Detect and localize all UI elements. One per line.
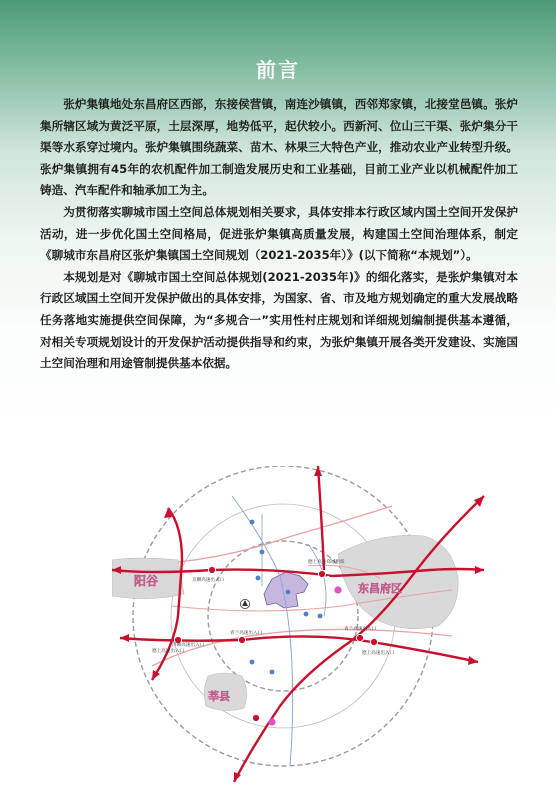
arrow-w-south — [120, 634, 129, 642]
arrow-s — [234, 772, 241, 782]
label-jct-c: 青兰高速出入口 — [344, 627, 377, 632]
label-jct-s: 济聊高速出入口 — [172, 643, 205, 648]
paragraph-1: 张炉集镇地处东昌府区西部，东接侯营镇，南连沙镇镇，西邻郑家镇，北接堂邑镇。张炉集所辖区域为黄泛平原，土层深厚，地势低平，起伏较小。西新河、位山三干渠、张炉集分干渠等水系穿过境内。张炉集镇围绕蔬菜、苗木、林果三大特色产业，推动农业产业转型升级。张炉集镇拥有45年的农机配件加工制造发展历史和工业基础，目前工业产业以机械配件加工铸造、汽车配件和轴承加工为主。 — [40, 97, 518, 198]
city-label-dongchangfu: 东昌府区 — [358, 582, 402, 595]
label-jct-w: 德上高速出入口 — [152, 649, 185, 654]
page-title: 前言 — [256, 58, 300, 82]
intro-text — [40, 94, 518, 375]
paragraph-3: 本规划是对《聊城市国土空间总体规划(2021-2035年)》的细化落实，是张炉集镇对本行政区域国土空间开发保护做出的具体安排，为国家、省、市及地方规划确定的重大发展战略任务落地实施提供空间保障，为“多规合一”实用性村庄规划和详细规划编制提供基本遵循，对相关专项规划设计的开发保护活动提供指导和约束，为张炉集镇开展各类开发建设、实施国土空间治理和用途管制提供基本依据。 — [40, 269, 518, 371]
label-jct-sw: 青兰高速出入口 — [230, 631, 263, 636]
city-label-yanggu: 阳谷 — [134, 574, 159, 588]
location-map-svg — [112, 466, 492, 790]
location-map — [112, 466, 492, 790]
label-jct-se: 德上高速出入口 — [362, 651, 395, 656]
label-jct-ne: 德上高速郑城枢纽 — [308, 560, 345, 565]
city-dot-shenxian — [268, 718, 275, 725]
city-dot-dongchangfu — [334, 586, 341, 593]
arrow-e-north — [475, 566, 484, 574]
label-jct-nw: 京聊高速出入口 — [192, 578, 225, 583]
city-label-shenxian: 莘县 — [208, 690, 230, 703]
expressway-north-spur — [318, 466, 324, 570]
paragraph-2: 为贯彻落实聊城市国土空间总体规划相关要求，具体安排本行政区域内国土空间开发保护活动，进一步优化国土空间格局，促进张炉集镇高质量发展，构建国土空间治理体系，制定《聊城市东昌府区张炉集镇国土空间规划（2021-2035年）》(以下简称“本规划”）。 — [40, 204, 518, 263]
